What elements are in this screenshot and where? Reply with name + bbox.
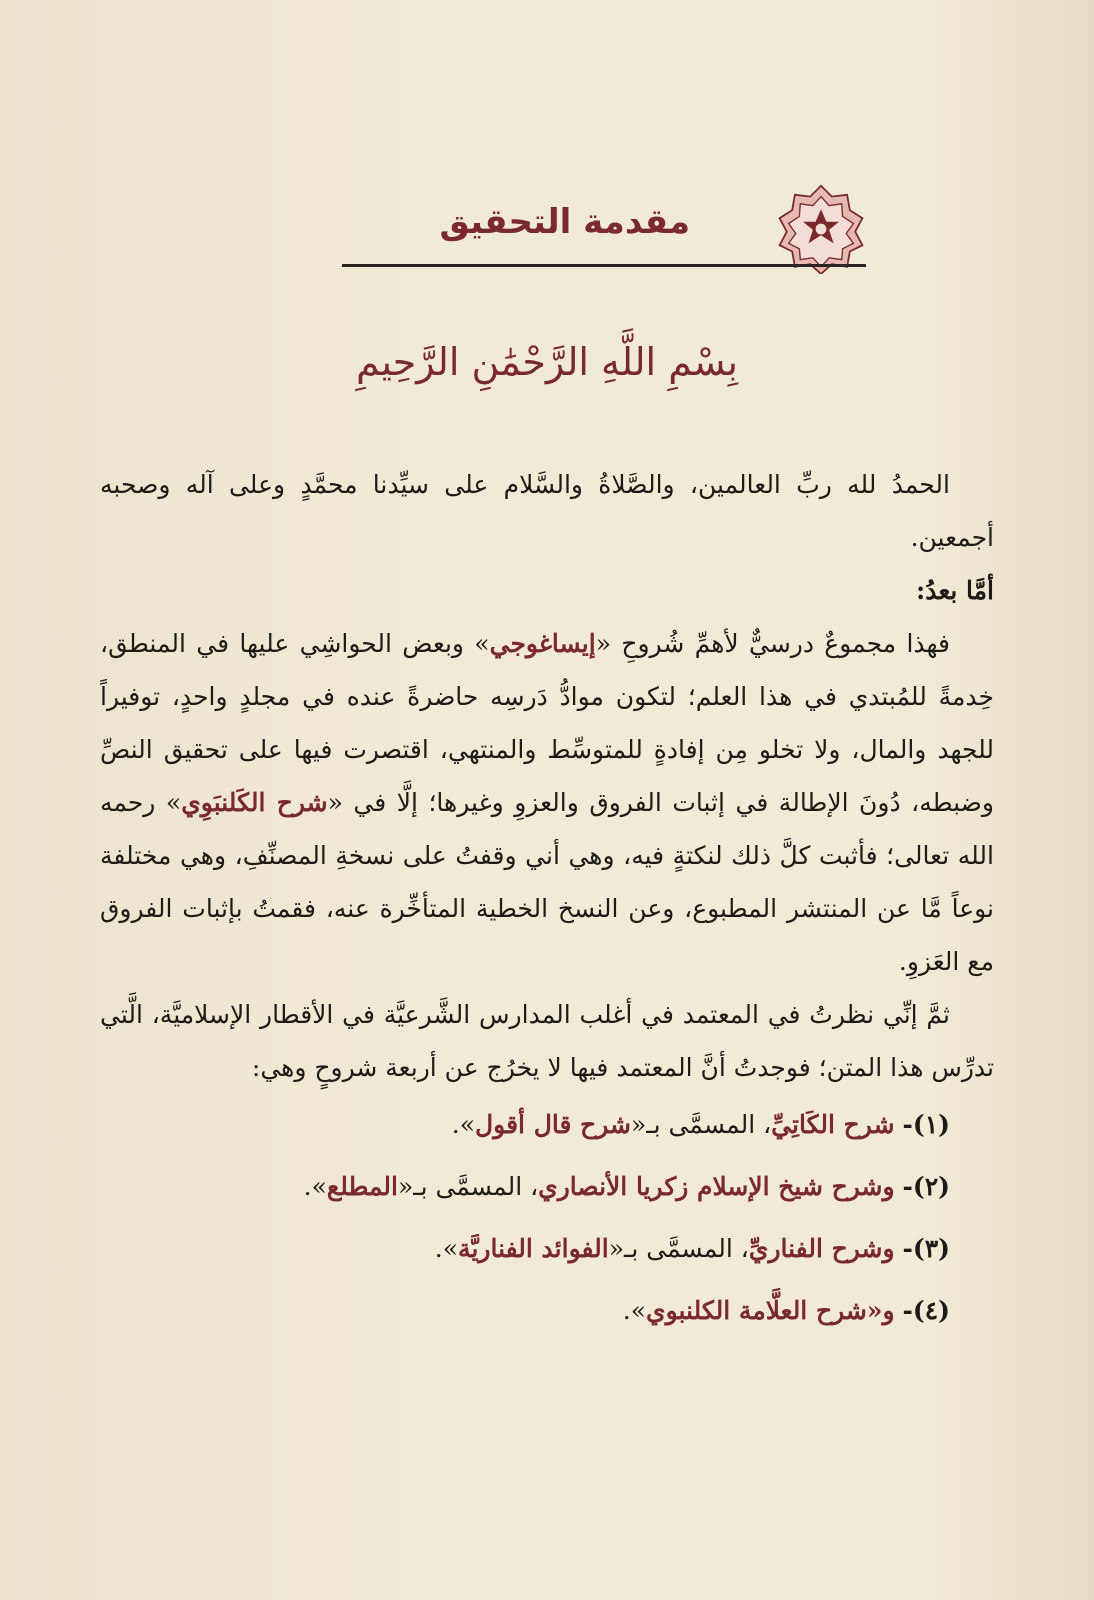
text-segment: » وبعض الحواشِي عليها في المنطق، خِدمةً للمُبتدي في هذا العلم؛ لتكون موادُّ دَرسِه حاضرةً عنده في مجلدٍ واحدٍ، توفيراً للجهد والمال، ولا تخلو مِن إفادةٍ للمتوسِّط والمنتهي، اقتصرت فيها على تحقيق النصِّ وضبطه، دُونَ الإطالة في إثبات الفروق والعزوِ وغيرها؛ إلَّا في « <box>100 629 994 817</box>
chapter-title: مقدمة التحقيق <box>439 202 690 242</box>
text-segment: فهذا مجموعٌ درسيٌّ لأهمِّ شُروحِ « <box>595 629 950 658</box>
paragraph-intro <box>100 617 994 988</box>
list-item: (٣)- وشرح الفناريِّ، المسمَّى بـ«الفوائد الفناريَّة». <box>434 1234 950 1263</box>
highlight-isagoge: إيساغوجي <box>489 629 596 658</box>
chapter-header <box>342 176 866 272</box>
paragraph-amma-bad: أمَّا بعدُ: <box>915 576 994 605</box>
octagonal-star-emblem-icon <box>776 184 866 274</box>
list-item: (١)- شرح الكَاتِيِّ، المسمَّى بـ«شرح قال أقول». <box>451 1110 950 1139</box>
text-segment: » رحمه الله تعالى؛ فأثبت كلَّ ذلك لنكتةٍ فيه، وهي أني وقفتُ على نسخةِ المصنِّفِ، وهي مختلفة نوعاً مَّا عن المنتشر المطبوع، وعن النسخ الخطية المتأخِّرة عنه، فقمتُ بإثبات الفروق مع العَزوِ. <box>100 788 994 976</box>
header-rule <box>342 264 866 267</box>
main-text <box>100 458 994 1342</box>
list-item: (٢)- وشرح شيخ الإسلام زكريا الأنصاري، المسمَّى بـ«المطلع». <box>303 1172 950 1201</box>
basmala: بِسْمِ اللَّهِ الرَّحْمَٰنِ الرَّحِيمِ <box>356 340 738 384</box>
list-item: (٤)- و«شرح العلَّامة الكلنبوي». <box>622 1296 950 1325</box>
paragraph-praise: الحمدُ لله ربِّ العالمين، والصَّلاةُ والسَّلام على سيِّدنا محمَّدٍ وعلى آله وصحبه أجمعين. <box>100 470 994 552</box>
highlight-kalanbawi: شرح الكَلنبَوِي <box>181 788 328 817</box>
paragraph-commentaries: ثمَّ إنِّي نظرتُ في المعتمد في أغلب المدارس الشَّرعيَّة في الأقطار الإسلاميَّة، الَّتي تدرِّس هذا المتن؛ فوجدتُ أنَّ المعتمد فيها لا يخرُج عن أربعة شروحٍ وهي: <box>100 1000 994 1082</box>
